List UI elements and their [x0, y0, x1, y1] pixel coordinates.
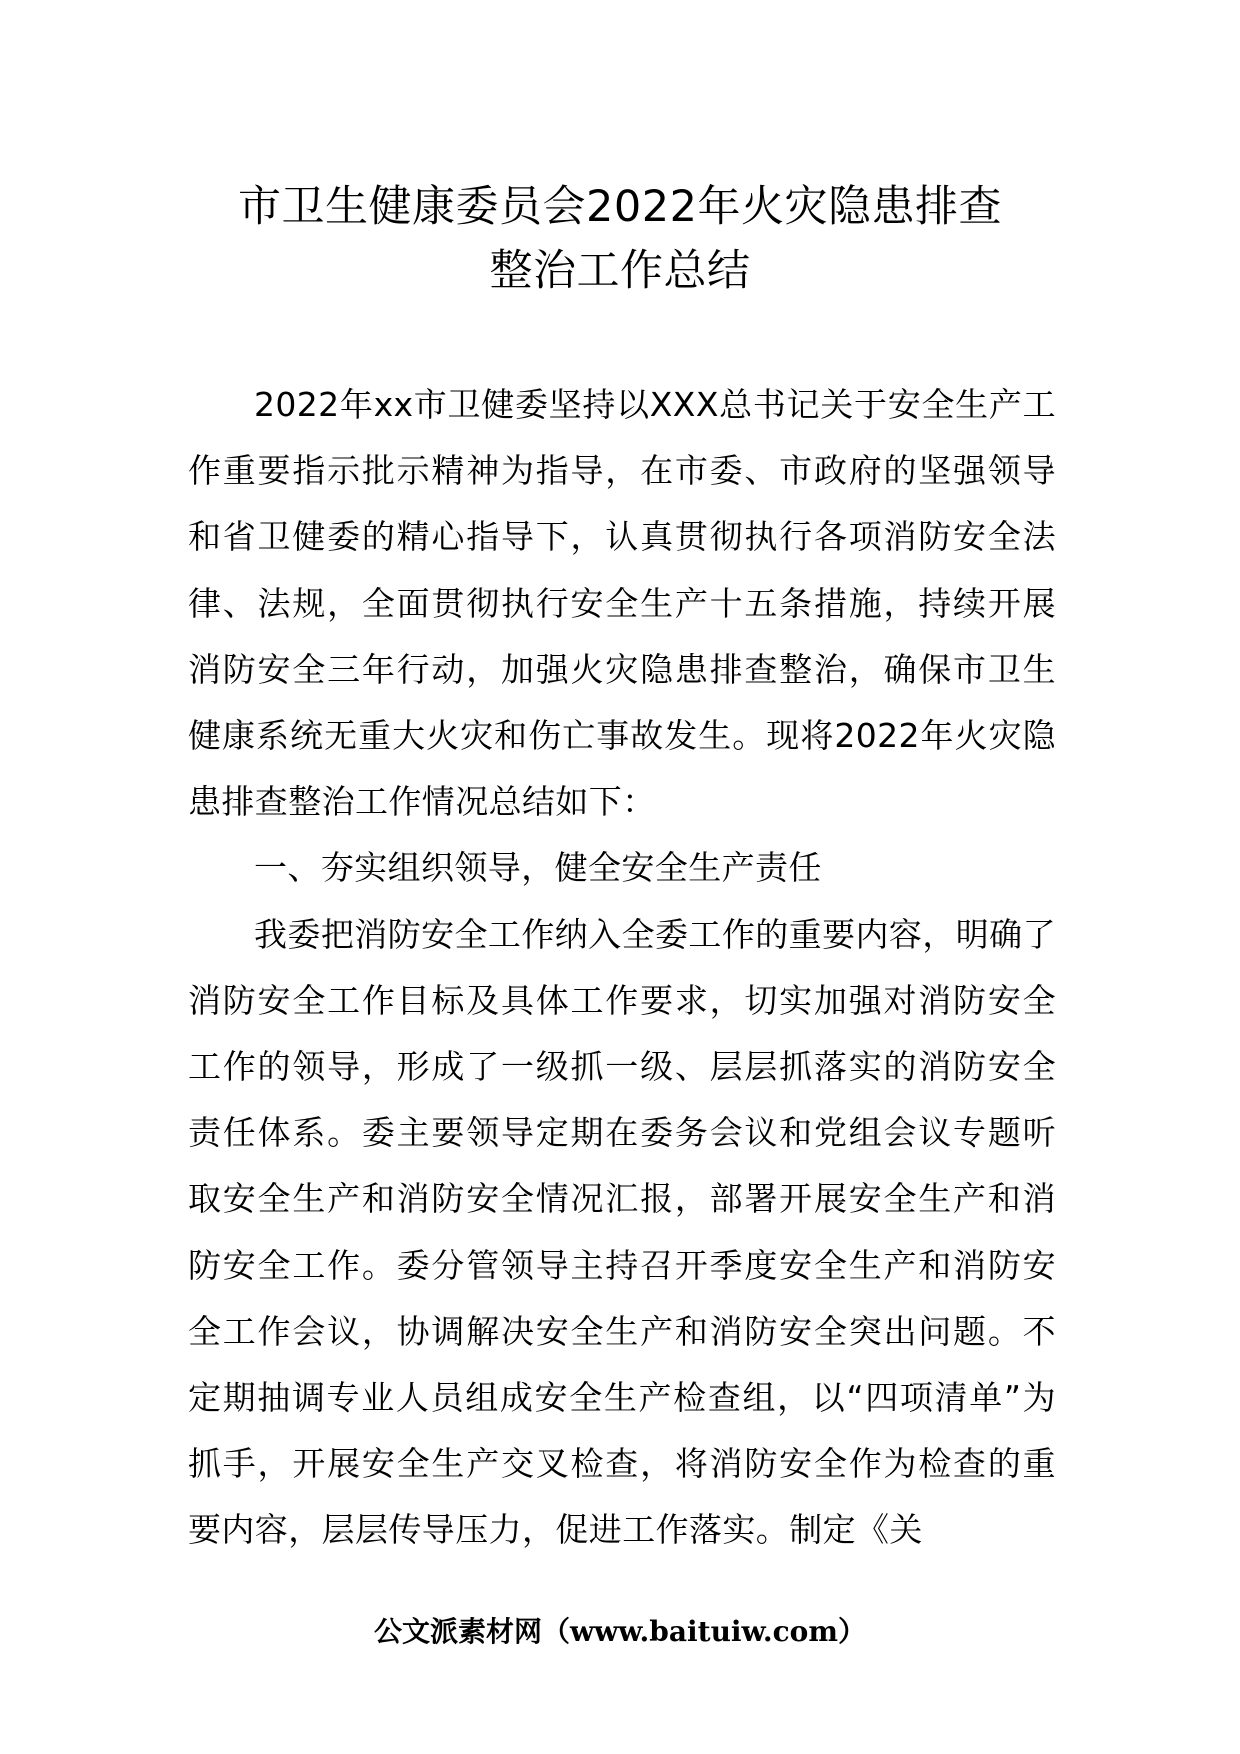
document-body [188, 372, 1056, 1564]
paragraph-intro: 2022年xx市卫健委坚持以XXX总书记关于安全生产工作重要指示批示精神为指导，在市委、市政府的坚强领导和省卫健委的精心指导下，认真贯彻执行各项消防安全法律、法规，全面贯彻执行安全生产十五条措施，持续开展消防安全三年行动，加强火灾隐患排查整治，确保市卫生健康系统无重大火灾和伤亡事故发生。现将2022年火灾隐患排查整治工作情况总结如下： [188, 385, 1056, 822]
title-line-2: 整治工作总结 [489, 246, 751, 296]
title-line-1: 市卫生健康委员会2022年火灾隐患排查 [238, 182, 1002, 232]
paragraph-section-1: 我委把消防安全工作纳入全委工作的重要内容，明确了消防安全工作目标及具体工作要求，切实加强对消防安全工作的领导，形成了一级抓一级、层层抓落实的消防安全责任体系。委主要领导定期在委务会议和党组会议专题听取安全生产和消防安全情况汇报，部署开展安全生产和消防安全工作。委分管领导主持召开季度安全生产和消防安全工作会议，协调解决安全生产和消防安全突出问题。不定期抽调专业人员组成安全生产检查组，以“四项清单”为抓手，开展安全生产交叉检查，将消防安全作为检查的重要内容，层层传导压力，促进工作落实。制定《关 [188, 914, 1056, 1550]
footer-watermark: 公文派素材网（www.baituiw.com） [374, 1615, 866, 1648]
section-heading-1: 一、夯实组织领导，健全安全生产责任 [254, 848, 822, 888]
document-title [150, 175, 1090, 303]
